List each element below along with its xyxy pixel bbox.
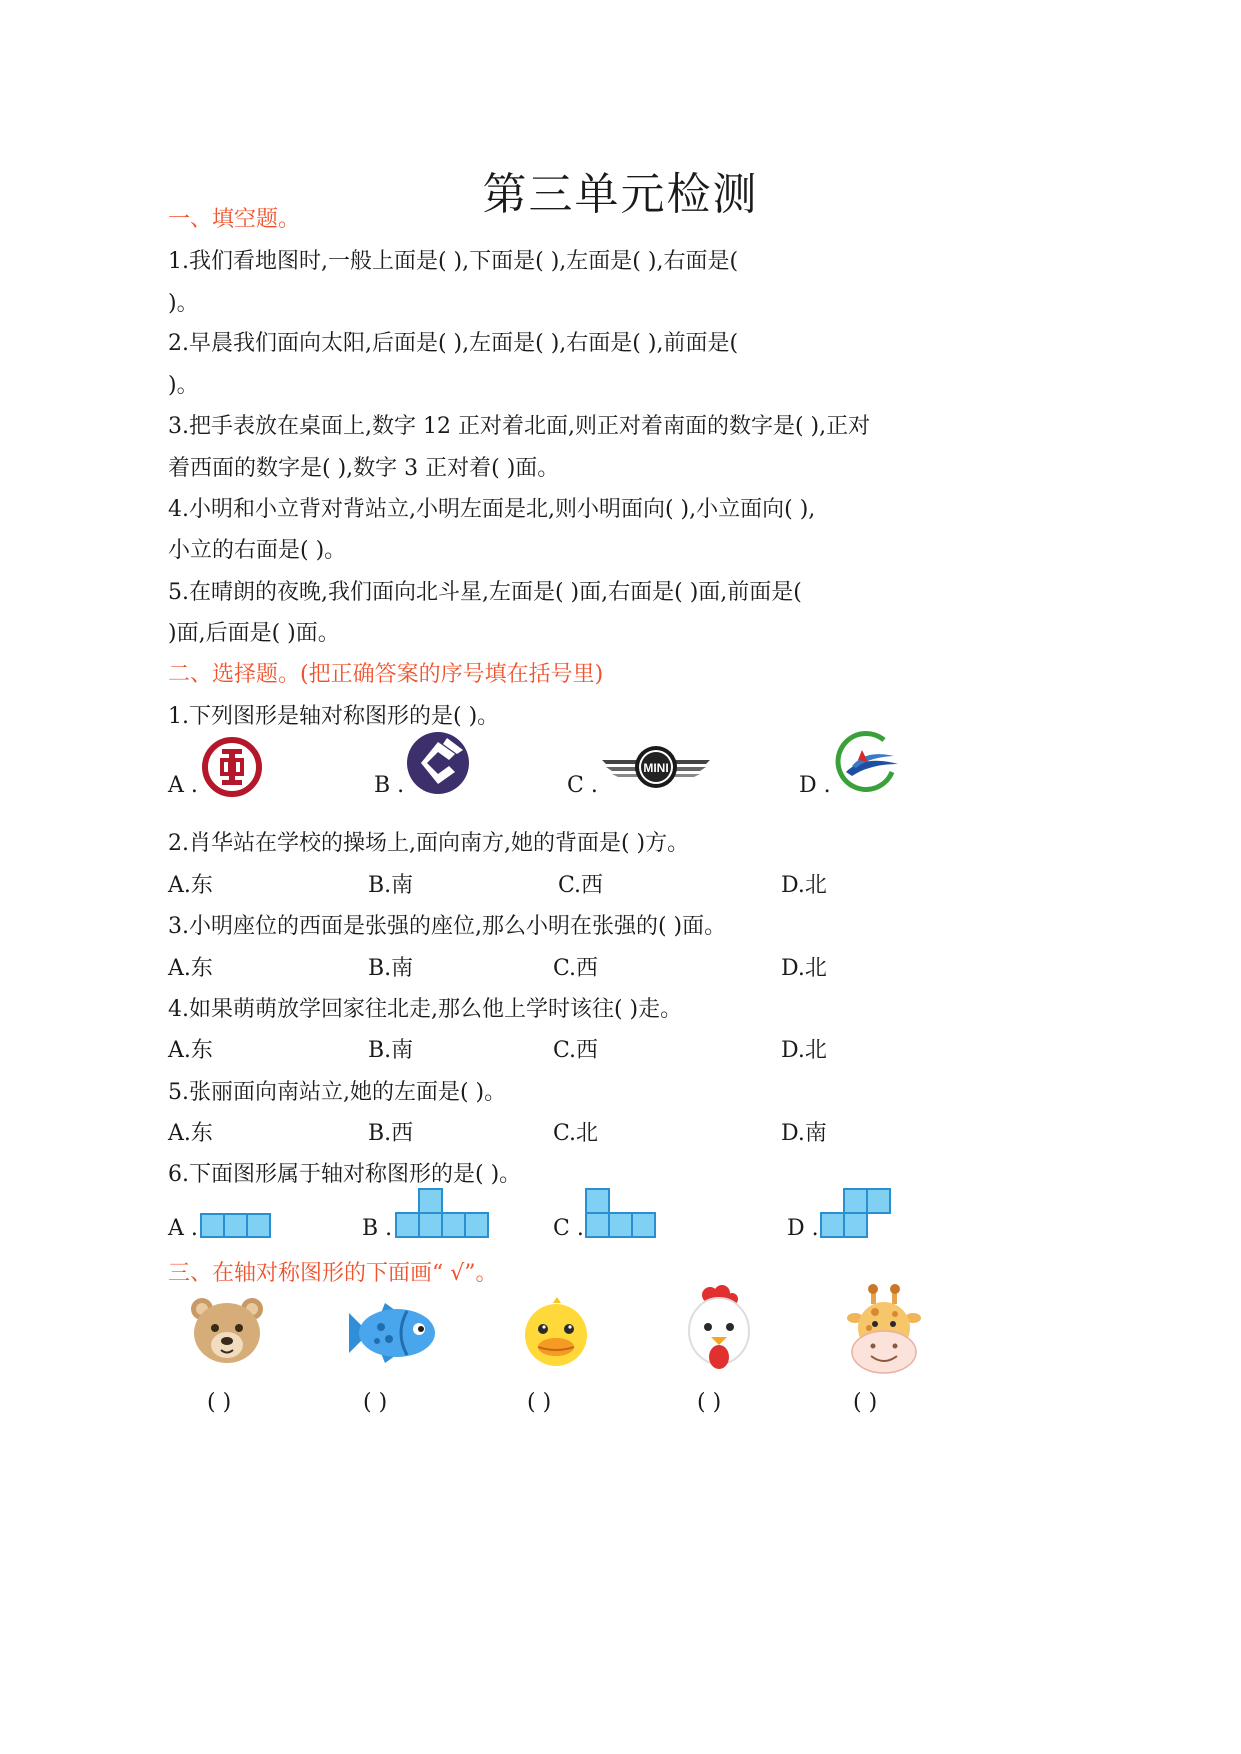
choice-4-option-d: D.北 [781, 1038, 827, 1063]
ccb-logo-icon [405, 730, 471, 796]
l-shape [584, 1187, 658, 1241]
section-heading-symmetry: 三、在轴对称图形的下面画“ √”。 [168, 1261, 498, 1286]
answer-paren-giraffe[interactable]: ( ) [853, 1390, 878, 1415]
choice-1-option-d-label: D . [799, 773, 831, 798]
choice-question-2: 2.肖华站在学校的操场上,面向南方,她的背面是( )方。 [168, 831, 690, 856]
fill-question-5: 5.在晴朗的夜晚,我们面向北斗星,左面是( )面,右面是( )面,前面是( [168, 580, 802, 605]
fish-icon [345, 1297, 440, 1369]
choice-4-option-a: A.东 [168, 1038, 213, 1063]
fill-question-3-cont: 着西面的数字是( ),数字 3 正对着( )面。 [168, 456, 560, 481]
section-heading-fill: 一、填空题。 [168, 207, 301, 232]
fill-question-3: 3.把手表放在桌面上,数字 12 正对着北面,则正对着南面的数字是( ),正对 [168, 414, 871, 439]
fill-question-2: 2.早晨我们面向太阳,后面是( ),左面是( ),右面是( ),前面是( [168, 331, 739, 356]
choice-5-option-a: A.东 [168, 1121, 213, 1146]
mini-logo-text: MINI [643, 761, 669, 775]
choice-6-option-a-label: A . [168, 1216, 198, 1241]
choice-2-option-a: A.东 [168, 873, 213, 898]
s-tetromino-shape [819, 1187, 893, 1241]
three-square-row-shape [200, 1210, 272, 1240]
answer-paren-fish[interactable]: ( ) [363, 1390, 388, 1415]
choice-2-option-d: D.北 [781, 873, 827, 898]
answer-paren-duck[interactable]: ( ) [527, 1390, 552, 1415]
fill-question-1: 1.我们看地图时,一般上面是( ),下面是( ),左面是( ),右面是( [168, 249, 739, 274]
choice-5-option-b: B.西 [368, 1121, 414, 1146]
fill-question-4-cont: 小立的右面是( )。 [168, 538, 347, 563]
answer-paren-bear[interactable]: ( ) [207, 1390, 232, 1415]
choice-3-option-b: B.南 [368, 956, 414, 981]
choice-3-option-d: D.北 [781, 956, 827, 981]
fill-question-1-cont: )。 [168, 291, 199, 316]
choice-1-option-c-label: C . [567, 773, 598, 798]
choice-question-6: 6.下面图形属于轴对称图形的是( )。 [168, 1162, 522, 1187]
choice-2-option-b: B.南 [368, 873, 414, 898]
choice-6-option-c-label: C . [553, 1216, 584, 1241]
choice-1-option-b-label: B . [374, 773, 405, 798]
choice-question-4: 4.如果萌萌放学回家往北走,那么他上学时该往( )走。 [168, 997, 683, 1022]
choice-5-option-c: C.北 [553, 1121, 599, 1146]
choice-6-option-d-label: D . [787, 1216, 819, 1241]
section-heading-choice: 二、选择题。(把正确答案的序号填在括号里) [168, 662, 604, 687]
choice-6-option-b-label: B . [362, 1216, 393, 1241]
mini-logo-icon [600, 742, 712, 792]
fill-question-4: 4.小明和小立背对背站立,小明左面是北,则小明面向( ),小立面向( ), [168, 497, 816, 522]
circle-wave-logo-icon [832, 730, 902, 796]
bear-face-icon [188, 1295, 266, 1367]
answer-paren-rooster[interactable]: ( ) [697, 1390, 722, 1415]
choice-question-3: 3.小明座位的西面是张强的座位,那么小明在张强的( )面。 [168, 914, 727, 939]
giraffe-face-icon [847, 1284, 921, 1380]
choice-4-option-c: C.西 [553, 1038, 599, 1063]
choice-2-option-c: C.西 [558, 873, 604, 898]
choice-4-option-b: B.南 [368, 1038, 414, 1063]
duck-face-icon [521, 1297, 591, 1369]
page-title: 第三单元检测 [482, 169, 759, 220]
choice-1-option-a-label: A . [168, 773, 198, 798]
fill-question-5-cont: )面,后面是( )面。 [168, 621, 340, 646]
choice-5-option-d: D.南 [781, 1121, 827, 1146]
fill-question-2-cont: )。 [168, 373, 199, 398]
choice-question-1: 1.下列图形是轴对称图形的是( )。 [168, 704, 500, 729]
choice-3-option-c: C.西 [553, 956, 599, 981]
choice-question-5: 5.张丽面向南站立,她的左面是( )。 [168, 1080, 507, 1105]
icbc-logo-icon [200, 735, 264, 799]
rooster-face-icon [684, 1285, 754, 1381]
t-tetromino-shape [395, 1187, 491, 1241]
choice-3-option-a: A.东 [168, 956, 213, 981]
